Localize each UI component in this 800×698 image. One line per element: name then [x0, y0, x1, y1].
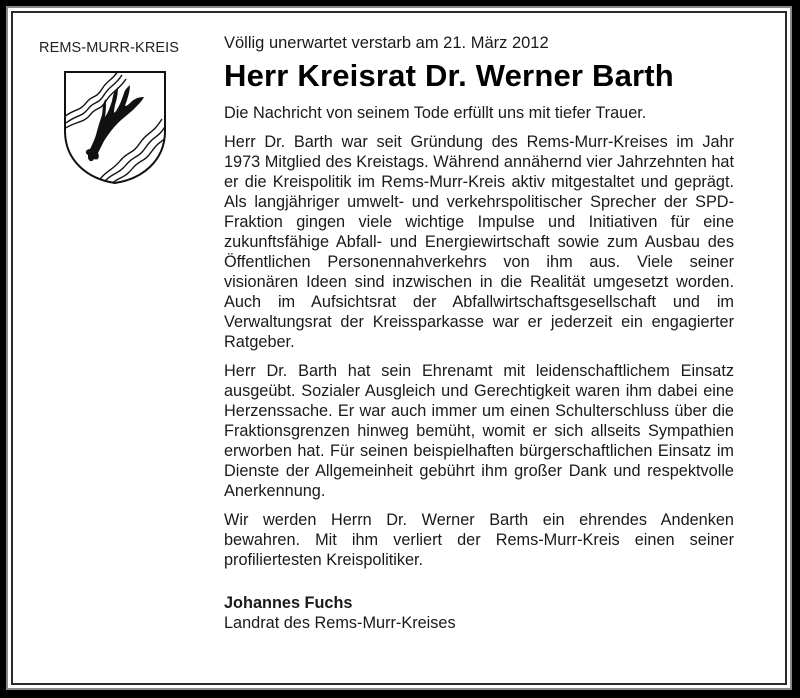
deceased-name-heading: Herr Kreisrat Dr. Werner Barth [224, 58, 674, 93]
paragraph-remembrance: Wir werden Herrn Dr. Werner Barth ein ehrendes Andenken bewahren. Mit ihm verliert der Rems-Murr-Kreis einen seiner profiliertesten Kreispolitiker. [224, 511, 734, 569]
coat-of-arms-shield-icon [62, 69, 168, 185]
paragraph-honor: Herr Dr. Barth hat sein Ehrenamt mit leidenschaftlichem Einsatz ausgeübt. Sozialer Ausgleich und Gerechtigkeit waren ihm dabei eine Herzenssache. Er war auch immer um einen Schulterschluss über die Fraktionsgrenzen hinweg bemüht, womit er sich allseits Sympathien erworben hat. Für seinen beispielhaften bürgerschaftlichen Einsatz im Dienste der Allgemeinheit gebührt ihm großer Dank und respektvolle Anerkennung. [224, 362, 734, 500]
intro-line: Völlig unerwartet verstarb am 21. März 2012 [224, 34, 549, 52]
notice-frame [6, 6, 792, 690]
signature-block [224, 593, 734, 633]
obituary-content [224, 33, 734, 633]
signatory-name: Johannes Fuchs [224, 594, 353, 612]
organization-name: REMS-MURR-KREIS [39, 40, 180, 56]
paragraph-career: Herr Dr. Barth war seit Gründung des Rems-Murr-Kreises im Jahr 1973 Mitglied des Kreistags. Während annähernd vier Jahrzehnten hat er die Kreispolitik im Rems-Murr-Kreis aktiv mitgestaltet und geprägt. Als langjähriger umwelt- und verkehrspolitischer Sprecher der SPD-Fraktion gingen viele wichtige Impulse und Initiativen für eine zukunftsfähige Abfall- und Energiewirtschaft sowie zum Ausbau des Öffentlichen Personennahverkehrs von ihm aus. Viele seiner visionären Ideen sind inzwischen in die Realität umgesetzt worden. Auch im Aufsichtsrat der Abfallwirtschaftsgesellschaft und im Verwaltungsrat der Kreissparkasse war er jederzeit ein engagierter Ratgeber. [224, 133, 734, 351]
signatory-role: Landrat des Rems-Murr-Kreises [224, 614, 456, 632]
lead-paragraph: Die Nachricht von seinem Tode erfüllt uns mit tiefer Trauer. [224, 104, 647, 122]
notice-inner-border [11, 11, 787, 685]
